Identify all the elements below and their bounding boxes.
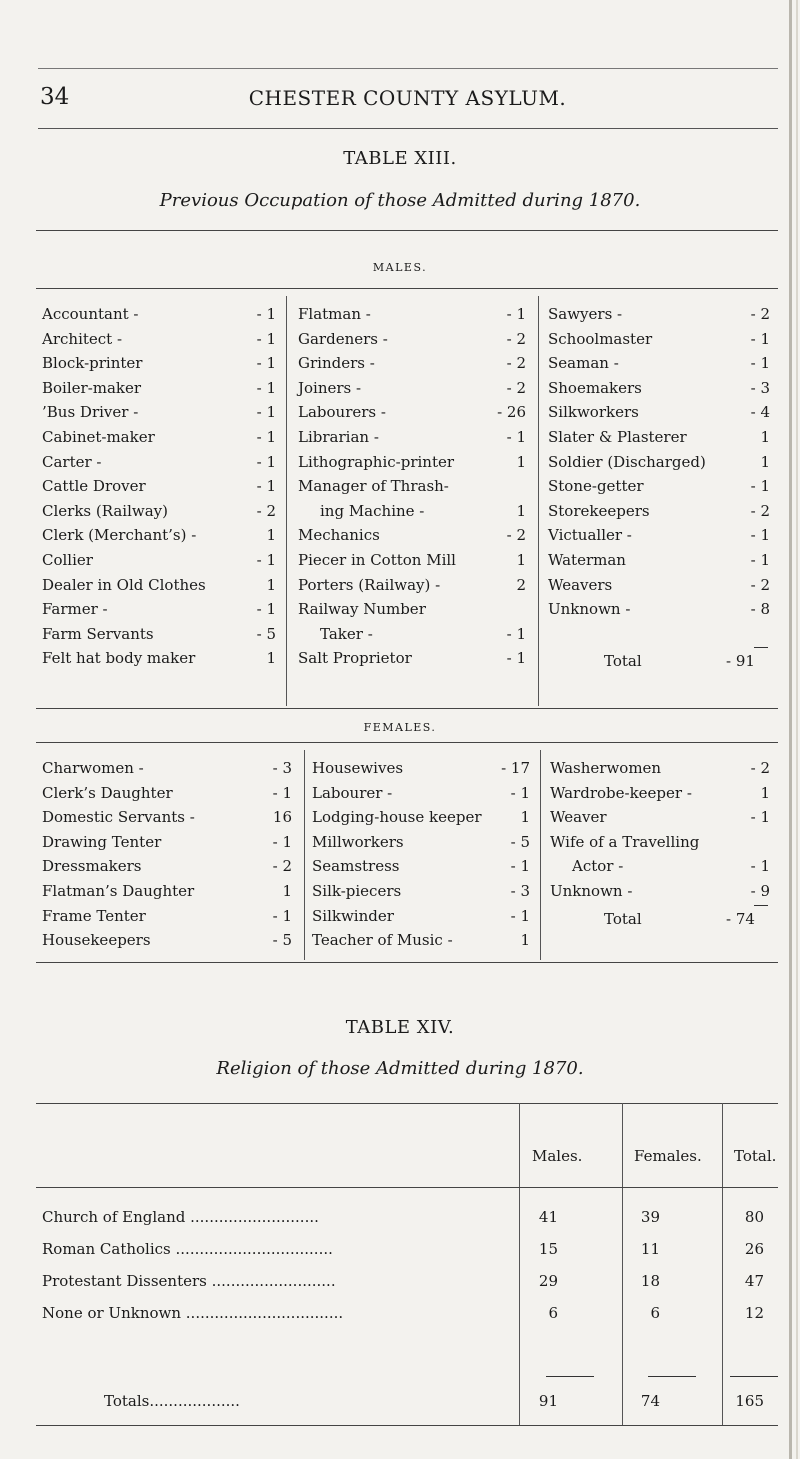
occupation-name: Silk-piecers (312, 881, 402, 900)
males-column-1 (42, 302, 276, 671)
occupation-row (42, 400, 276, 425)
occupation-name: Lodging-house keeper (312, 808, 482, 827)
occupation-row (42, 450, 276, 475)
table-14-title: TABLE XIV. (345, 1017, 455, 1038)
occupation-row (298, 523, 526, 548)
males-column-2 (298, 302, 526, 671)
occupation-row (42, 523, 276, 548)
occupation-row (42, 854, 292, 879)
occupation-name: Wife of a Travelling (550, 832, 700, 851)
occupation-name: Housekeepers (42, 931, 151, 950)
table-13-bottom-rule (36, 962, 778, 963)
occupation-name: Clerk’s Daughter (42, 783, 173, 802)
religion-females: 18 (640, 1272, 660, 1290)
occupation-name: Dressmakers (42, 857, 142, 876)
occupation-name: Actor - (572, 857, 624, 876)
occupation-row (298, 376, 526, 401)
occupation-row (298, 302, 526, 327)
occupation-count: - 1 (256, 427, 276, 446)
occupation-row (298, 573, 526, 598)
occupation-row (42, 548, 276, 573)
females-label: FEMALES. (363, 721, 437, 734)
occupation-name: Unknown - (550, 881, 633, 900)
total-sum-rule (730, 1376, 778, 1377)
occupation-name: Salt Proprietor (298, 649, 412, 668)
totals-females: 74 (640, 1392, 660, 1410)
occupation-row (312, 756, 530, 781)
occupation-name: Boiler-maker (42, 378, 142, 397)
table-14-subtitle: Religion of those Admitted during 1870. (216, 1058, 584, 1079)
occupation-row (42, 327, 276, 352)
occupation-row (312, 928, 530, 953)
occupation-count: 1 (266, 526, 276, 545)
occupation-row (548, 327, 770, 352)
religion-total: 12 (744, 1304, 764, 1322)
occupation-count: - 1 (272, 832, 292, 851)
occupation-count: - 1 (750, 526, 770, 545)
occupation-count: - 2 (506, 329, 526, 348)
occupation-count: - 1 (256, 403, 276, 422)
females-column-3 (550, 756, 770, 904)
occupation-row (42, 646, 276, 671)
table-14-header-rule (36, 1187, 778, 1188)
occupation-row (548, 376, 770, 401)
occupation-count: 1 (760, 452, 770, 471)
occupation-name: Housewives (312, 759, 404, 777)
table-13-title: TABLE XIII. (343, 148, 457, 169)
occupation-name: Domestic Servants - (42, 808, 195, 827)
occupation-count: - 26 (497, 403, 526, 422)
occupation-count: - 1 (506, 305, 526, 323)
occupation-name: Taker - (320, 624, 373, 643)
occupation-name: Felt hat body maker (42, 649, 196, 668)
occupation-row (298, 597, 526, 622)
occupation-count: - 1 (750, 550, 770, 569)
religion-males: 15 (538, 1240, 558, 1258)
table-13-top-rule (36, 230, 778, 231)
occupation-row (312, 805, 530, 830)
occupation-count: - 1 (750, 354, 770, 373)
occupation-name: Grinders - (298, 354, 375, 373)
occupation-row (42, 302, 276, 327)
occupation-count: - 1 (256, 452, 276, 471)
occupation-row (312, 904, 530, 929)
occupation-count: - 9 (750, 881, 770, 900)
occupation-name: Unknown - (548, 600, 631, 619)
occupation-row (548, 597, 770, 622)
occupation-count: 16 (272, 808, 292, 827)
occupation-count: - 2 (256, 501, 276, 520)
occupation-count: - 2 (750, 501, 770, 520)
occupation-row (42, 351, 276, 376)
occupation-name: Flatman - (298, 305, 371, 323)
occupation-count: - 3 (510, 881, 530, 900)
occupation-name: Farmer - (42, 600, 108, 619)
occupation-name: Farm Servants (42, 624, 154, 643)
occupation-count: 1 (516, 550, 526, 569)
occupation-name: Block-printer (42, 354, 143, 373)
occupation-row (42, 425, 276, 450)
occupation-name: Charwomen - (42, 759, 144, 777)
females-total-label: Total (604, 910, 642, 928)
occupation-count: - 3 (272, 759, 292, 777)
occupation-row (548, 523, 770, 548)
occupation-count: - 2 (506, 526, 526, 545)
occupation-row (298, 474, 526, 499)
occupation-name: ing Machine - (320, 501, 425, 520)
occupation-row (42, 376, 276, 401)
totals-total: 165 (735, 1392, 764, 1410)
header-total: Total. (734, 1147, 777, 1165)
occupation-name: Cabinet-maker (42, 427, 155, 446)
females-col-divider-2 (540, 750, 541, 960)
occupation-name: Sawyers - (548, 305, 623, 323)
males-col-divider-1 (286, 296, 287, 706)
occupation-name: ’Bus Driver - (42, 403, 139, 422)
occupation-name: Manager of Thrash- (298, 477, 449, 496)
occupation-name: Clerks (Railway) (42, 501, 169, 520)
occupation-count: - 1 (510, 906, 530, 925)
occupation-row (298, 548, 526, 573)
occupation-name: Soldier (Discharged) (548, 452, 706, 471)
religion-total: 26 (744, 1240, 764, 1258)
occupation-name: Flatman’s Daughter (42, 881, 195, 900)
occupation-row (42, 597, 276, 622)
occupation-count: - 1 (750, 857, 770, 876)
males-col-divider-2 (538, 296, 539, 706)
occupation-name: Clerk (Merchant’s) - (42, 526, 197, 545)
occupation-count: - 1 (506, 649, 526, 668)
totals-males: 91 (538, 1392, 558, 1410)
occupation-count: - 1 (272, 783, 292, 802)
religion-females: 11 (640, 1240, 660, 1258)
occupation-name: Architect - (42, 329, 123, 348)
occupation-count: - 1 (506, 427, 526, 446)
occupation-count: - 1 (256, 305, 276, 323)
occupation-row (42, 474, 276, 499)
religion-label: None or Unknown ................................. (42, 1304, 344, 1322)
occupation-row (298, 351, 526, 376)
occupation-count: - 2 (272, 857, 292, 876)
occupation-count: - 1 (256, 600, 276, 619)
occupation-row (298, 400, 526, 425)
occupation-row (548, 474, 770, 499)
occupation-count: - 2 (750, 575, 770, 594)
males-total-label: Total (604, 652, 642, 670)
occupation-count: 1 (520, 808, 530, 827)
occupation-count: - 1 (750, 477, 770, 496)
occupation-name: Silkworkers (548, 403, 639, 422)
males-column-3 (548, 302, 770, 622)
occupation-row (548, 548, 770, 573)
occupation-name: Victualler - (548, 526, 632, 545)
table-14-body (0, 1208, 800, 1328)
occupation-count: - 2 (506, 378, 526, 397)
occupation-row (548, 400, 770, 425)
occupation-name: Waterman (548, 550, 626, 569)
occupation-row (42, 499, 276, 524)
occupation-row (550, 756, 770, 781)
occupation-row (298, 327, 526, 352)
males-sum-rule (546, 1376, 594, 1377)
occupation-row (298, 622, 526, 647)
occupation-name: Drawing Tenter (42, 832, 162, 851)
occupation-name: Stone-getter (548, 477, 644, 496)
occupation-count: - 1 (750, 329, 770, 348)
occupation-name: Collier (42, 550, 93, 569)
occupation-count: - 1 (506, 624, 526, 643)
males-total-value: - 91 (726, 652, 755, 670)
occupation-name: Cattle Drover (42, 477, 146, 496)
occupation-count: 2 (516, 575, 526, 594)
occupation-name: Porters (Railway) - (298, 575, 441, 594)
occupation-row (298, 425, 526, 450)
occupation-name: Silkwinder (312, 906, 394, 925)
occupation-count: - 3 (750, 378, 770, 397)
religion-females: 6 (650, 1304, 660, 1322)
occupation-count: - 5 (272, 931, 292, 950)
religion-females: 39 (640, 1208, 660, 1226)
occupation-name: Frame Tenter (42, 906, 146, 925)
occupation-count: - 1 (256, 477, 276, 496)
page-number: 34 (40, 84, 70, 110)
religion-males: 6 (548, 1304, 558, 1322)
occupation-count: - 1 (256, 378, 276, 397)
females-total-rule (754, 905, 768, 906)
occupation-row (42, 830, 292, 855)
occupation-row (548, 351, 770, 376)
header-males: Males. (532, 1147, 583, 1165)
occupation-name: Schoolmaster (548, 329, 653, 348)
occupation-name: Shoemakers (548, 378, 642, 397)
occupation-count: - 2 (750, 759, 770, 777)
occupation-count: 1 (516, 452, 526, 471)
religion-label: Church of England ........................... (42, 1208, 319, 1226)
occupation-name: Storekeepers (548, 501, 650, 520)
table-14-bottom-rule (36, 1425, 778, 1426)
occupation-name: Wardrobe-keeper - (550, 783, 692, 802)
occupation-name: Slater & Plasterer (548, 427, 687, 446)
table-14-top-rule (36, 1103, 778, 1104)
religion-total: 80 (744, 1208, 764, 1226)
totals-label: Totals................... (104, 1392, 240, 1410)
top-border (38, 68, 778, 69)
males-total-rule (754, 647, 768, 648)
religion-label: Protestant Dissenters .......................... (42, 1272, 336, 1290)
females-column-1 (42, 756, 292, 953)
occupation-name: Lithographic-printer (298, 452, 455, 471)
header-females: Females. (634, 1147, 702, 1165)
occupation-name: Gardeners - (298, 329, 388, 348)
occupation-row (548, 450, 770, 475)
occupation-count: - 5 (510, 832, 530, 851)
occupation-name: Weaver (550, 808, 607, 827)
occupation-name: Accountant - (42, 305, 139, 323)
occupation-name: Carter - (42, 452, 102, 471)
occupation-name: Joiners - (298, 378, 362, 397)
occupation-count: - 2 (506, 354, 526, 373)
occupation-row (550, 879, 770, 904)
occupation-row (312, 854, 530, 879)
females-col-divider-1 (304, 750, 305, 960)
occupation-count: 1 (760, 783, 770, 802)
occupation-count: - 17 (501, 759, 530, 777)
males-label: MALES. (372, 261, 428, 274)
occupation-count: 1 (266, 575, 276, 594)
occupation-name: Washerwomen (550, 759, 662, 777)
occupation-row (550, 854, 770, 879)
occupation-row (298, 450, 526, 475)
occupation-row (550, 781, 770, 806)
occupation-count: - 1 (256, 354, 276, 373)
occupation-name: Seaman - (548, 354, 619, 373)
occupation-row (548, 302, 770, 327)
occupation-row (548, 499, 770, 524)
occupation-row (550, 805, 770, 830)
occupation-row (42, 573, 276, 598)
females-top-rule (36, 708, 778, 709)
occupation-name: Millworkers (312, 832, 404, 851)
occupation-row (42, 805, 292, 830)
occupation-name: Mechanics (298, 526, 380, 545)
males-rule (36, 288, 778, 289)
occupation-name: Dealer in Old Clothes (42, 575, 206, 594)
header-rule (38, 128, 778, 129)
occupation-row (550, 830, 770, 855)
occupation-row (312, 781, 530, 806)
occupation-count: - 4 (750, 403, 770, 422)
occupation-count: 1 (760, 427, 770, 446)
occupation-count: 1 (282, 881, 292, 900)
occupation-row (42, 928, 292, 953)
occupation-row (42, 904, 292, 929)
occupation-row (312, 830, 530, 855)
occupation-count: - 1 (750, 808, 770, 827)
occupation-name: Weavers (548, 575, 613, 594)
females-rule (36, 742, 778, 743)
occupation-name: Teacher of Music - (312, 931, 453, 950)
religion-total: 47 (744, 1272, 764, 1290)
occupation-name: Railway Number (298, 600, 426, 619)
occupation-name: Piecer in Cotton Mill (298, 550, 456, 569)
occupation-row (42, 879, 292, 904)
occupation-count: - 1 (272, 906, 292, 925)
occupation-count: - 1 (256, 329, 276, 348)
females-sum-rule (648, 1376, 696, 1377)
religion-males: 29 (538, 1272, 558, 1290)
religion-males: 41 (538, 1208, 558, 1226)
occupation-count: 1 (520, 931, 530, 950)
religion-label: Roman Catholics ................................. (42, 1240, 333, 1258)
occupation-row (42, 781, 292, 806)
occupation-name: Seamstress (312, 857, 400, 876)
occupation-row (548, 425, 770, 450)
occupation-row (42, 622, 276, 647)
occupation-count: 1 (266, 649, 276, 668)
occupation-count: - 2 (750, 305, 770, 323)
table-13-subtitle: Previous Occupation of those Admitted during 1870. (159, 190, 641, 211)
occupation-row (298, 646, 526, 671)
females-column-2 (312, 756, 530, 953)
occupation-row (42, 756, 292, 781)
occupation-count: - 1 (510, 857, 530, 876)
occupation-row (298, 499, 526, 524)
occupation-count: - 1 (510, 783, 530, 802)
occupation-count: - 5 (256, 624, 276, 643)
running-title: CHESTER COUNTY ASYLUM. (248, 86, 567, 110)
occupation-name: Labourers - (298, 403, 386, 422)
occupation-count: 1 (516, 501, 526, 520)
occupation-row (312, 879, 530, 904)
occupation-row (548, 573, 770, 598)
occupation-count: - 1 (256, 550, 276, 569)
occupation-name: Labourer - (312, 783, 393, 802)
occupation-count: - 8 (750, 600, 770, 619)
females-total-value: - 74 (726, 910, 755, 928)
page-header (40, 84, 775, 114)
occupation-name: Librarian - (298, 427, 379, 446)
